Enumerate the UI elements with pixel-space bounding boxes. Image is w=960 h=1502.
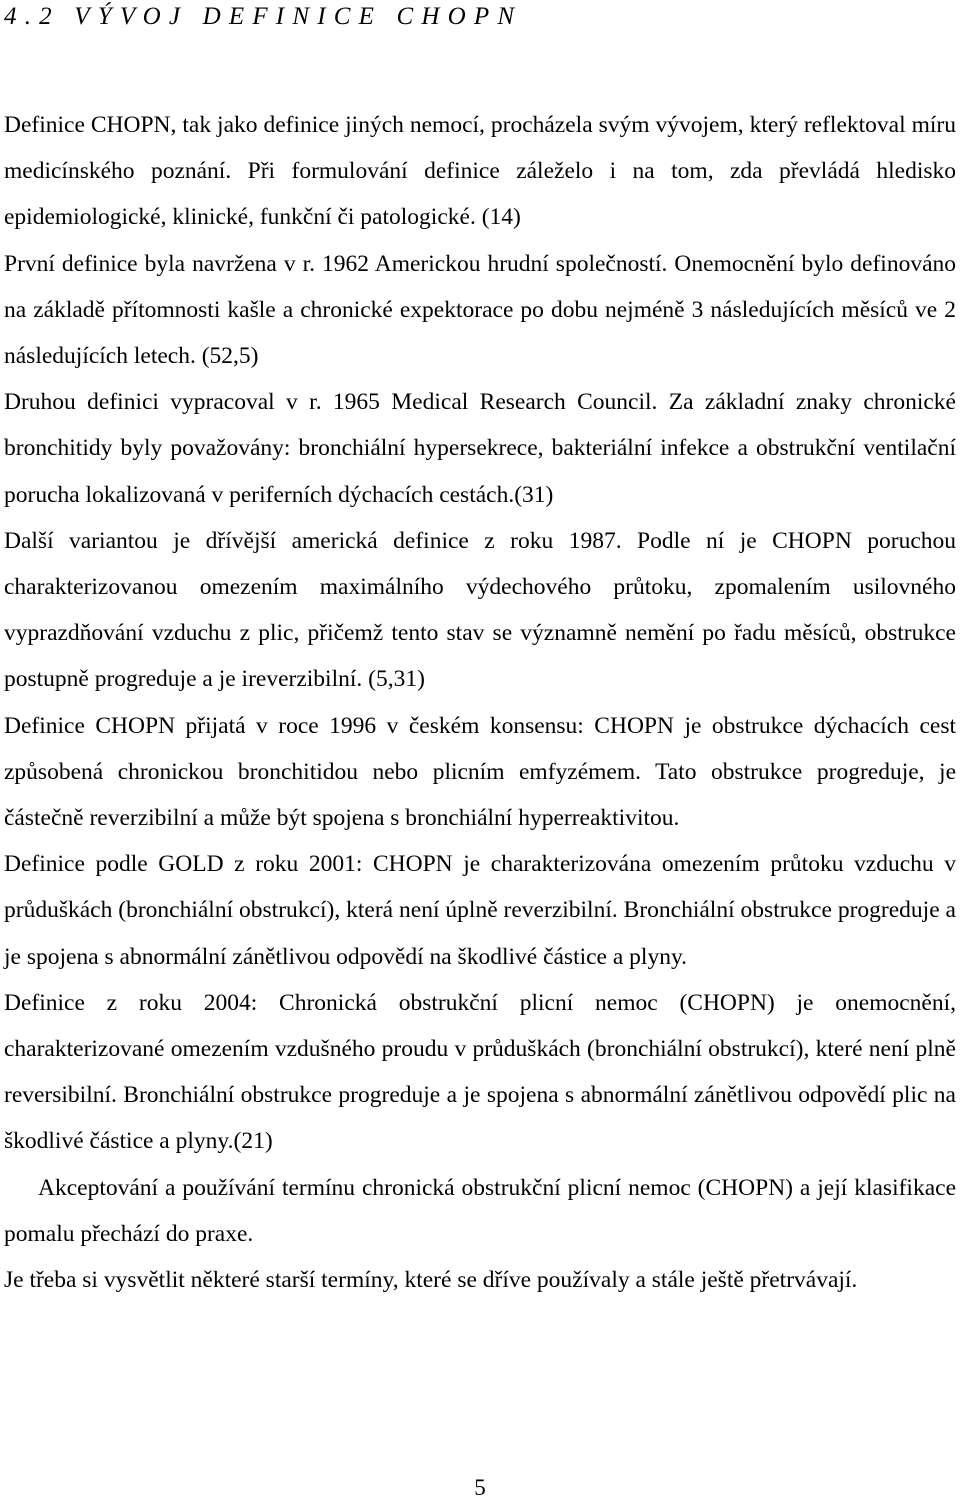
body-text [4, 102, 956, 1303]
section-heading: 4.2 VÝVOJ DEFINICE CHOPN [4, 3, 523, 30]
paragraph-gold-definition: Definice podle GOLD z roku 2001: CHOPN je charakterizována omezením průtoku vzduchu v průduškách (bronchiální obstrukcí), která není úplně reverzibilní. Bronchiální obstrukce progreduje a je spojena s abnormální zánětlivou odpovědí na škodlivé částice a plyny. [4, 851, 956, 970]
paragraph-first-definition: První definice byla navržena v r. 1962 Americkou hrudní společností. Onemocnění bylo definováno na základě přítomnosti kašle a chronické expektorace po dobu nejméně 3 následujících měsíců ve 2 následujících letech. (52,5) [4, 250, 956, 370]
paragraph-second-definition: Druhou definici vypracoval v r. 1965 Medical Research Council. Za základní znaky chronické bronchitidy byly považovány: bronchiální hypersekrece, bakteriální infekce a obstrukční ventilační porucha lokalizovaná v periferních dýchacích cestách.(31) [4, 389, 956, 508]
paragraph-2004-definition: Definice z roku 2004: Chronická obstrukční plicní nemoc (CHOPN) je onemocnění, charakterizované omezením vzdušného proudu v průduškách (bronchiální obstrukcí), které není plně reversibilní. Bronchiální obstrukce progreduje a je spojena s abnormální zánětlivou odpovědí plic na škodlivé částice a plyny.(21) [4, 989, 956, 1155]
paragraph-american-definition: Další variantou je dřívější americká definice z roku 1987. Podle ní je CHOPN poruchou charakterizovanou omezením maximálního výdechového průtoku, zpomalením usilovného vyprazdňování vzduchu z plic, přičemž tento stav se významně nemění po řadu měsíců, obstrukce postupně progreduje a je ireverzibilní. (5,31) [4, 527, 956, 693]
page-number: 5 [474, 1475, 486, 1500]
paragraph-acceptance: Akceptování a používání termínu chronická obstrukční plicní nemoc (CHOPN) a její klasifikace pomalu přechází do praxe. [4, 1174, 956, 1247]
paragraph-older-terms: Je třeba si vysvětlit některé starší termíny, které se dříve používaly a stále ještě přetrvávají. [4, 1267, 858, 1294]
paragraph-czech-consensus: Definice CHOPN přijatá v roce 1996 v českém konsensu: CHOPN je obstrukce dýchacích cest způsobená chronickou bronchitidou nebo plicním emfyzémem. Tato obstrukce progreduje, je částečně reverzibilní a může být spojena s bronchiální hyperreaktivitou. [4, 712, 956, 832]
paragraph-intro: Definice CHOPN, tak jako definice jiných nemocí, procházela svým vývojem, který reflektoval míru medicínského poznání. Při formulování definice záleželo i na tom, zda převládá hledisko epidemiologické, klinické, funkční či patologické. (14) [4, 112, 956, 231]
